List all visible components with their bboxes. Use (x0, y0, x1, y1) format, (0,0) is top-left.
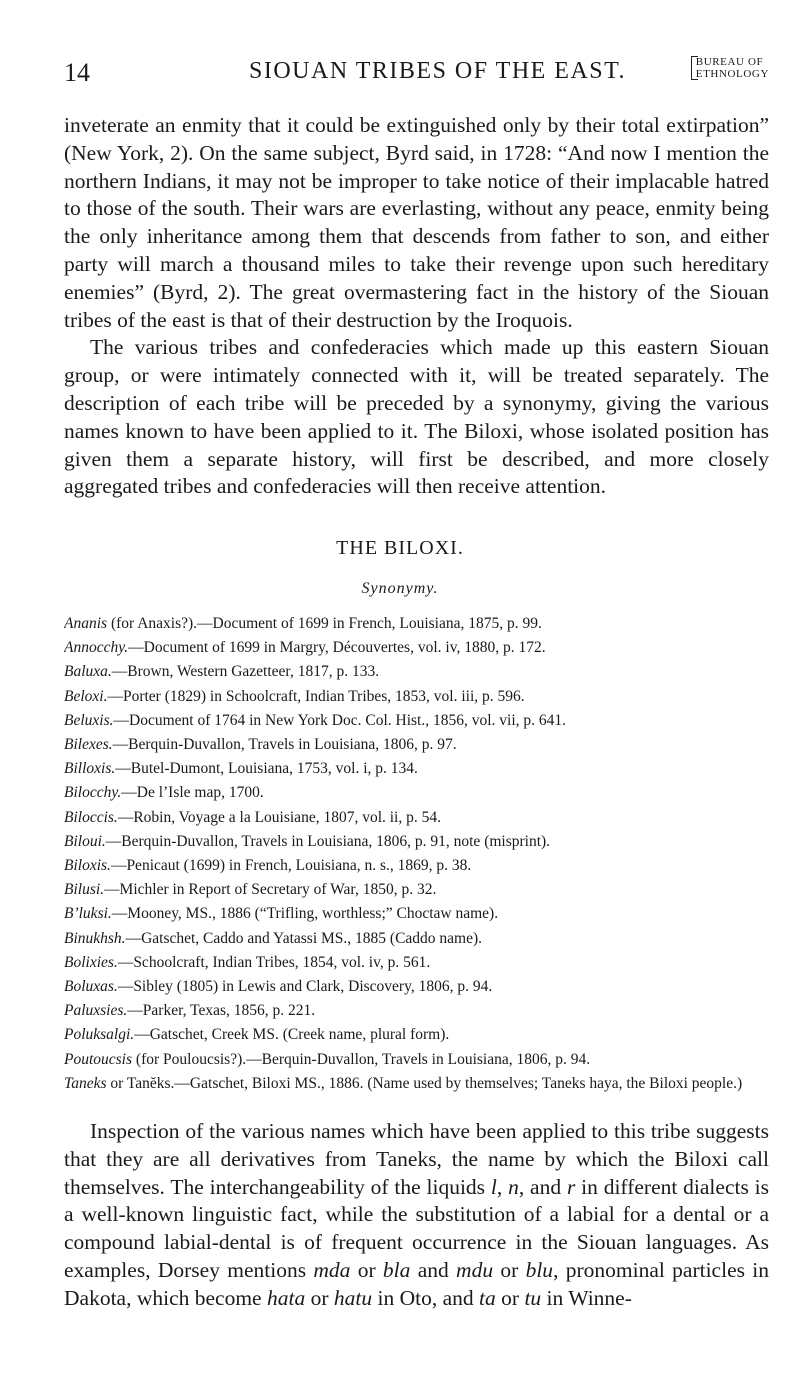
italic-term: ta (479, 1285, 496, 1310)
synonymy-term: Bolixies. (64, 953, 118, 971)
italic-term: mdu (456, 1257, 494, 1282)
synonymy-term: Bilocchy. (64, 784, 122, 802)
synonymy-entry (64, 1072, 769, 1096)
synonymy-term: Beloxi. (64, 687, 108, 705)
italic-term: n (508, 1174, 519, 1199)
synonymy-term: Poluksalgi. (64, 1026, 135, 1044)
synonymy-term: Bilusi. (64, 881, 105, 899)
text-span: , (496, 1174, 509, 1199)
synonymy-citation: —Berquin-Duvallon, Travels in Louisiana, 1806, p. 97. (112, 736, 457, 754)
synonymy-citation: or Tanĕks.—Gatschet, Biloxi MS., 1886. (Name used by themselves; Taneks haya, the Biloxi people.) (106, 1074, 743, 1092)
synonymy-entry (64, 806, 769, 830)
italic-term: hata (266, 1285, 306, 1310)
synonymy-entry (64, 636, 769, 660)
synonymy-citation: —Document of 1764 in New York Doc. Col. Hist., 1856, vol. vii, p. 641. (113, 711, 567, 729)
synonymy-entry (64, 1023, 769, 1047)
italic-term: r (566, 1174, 576, 1199)
paragraph-3 (64, 1118, 769, 1313)
text-span: in different dialects is a well-known linguistic fact, while the substitution of a labial for a dental or a compound labial-dental is of frequent occurrence in the Siouan languages. As examples, Dorsey mentions (64, 1174, 770, 1282)
synonymy-citation: —Gatschet, Creek MS. (Creek name, plural form). (134, 1026, 450, 1044)
synonymy-citation: —Penicaut (1699) in French, Louisiana, n. s., 1869, p. 38. (110, 857, 472, 875)
synonymy-entry (64, 757, 769, 781)
synonymy-term: Beluxis. (64, 711, 114, 729)
synonymy-citation: —Document of 1699 in Margry, Découvertes, vol. iv, 1880, p. 172. (128, 639, 546, 657)
synonymy-term: Biloxis. (64, 857, 111, 875)
text-span: and (410, 1257, 457, 1282)
section-title: THE BILOXI. (336, 537, 464, 559)
synonymy-citation: —Brown, Western Gazetteer, 1817, p. 133. (111, 663, 380, 681)
synonymy-citation: —Porter (1829) in Schoolcraft, Indian Tribes, 1853, vol. iii, p. 596. (107, 687, 525, 705)
text-span: , and (518, 1174, 567, 1199)
synonymy-citation: —Sibley (1805) in Lewis and Clark, Discovery, 1806, p. 94. (117, 978, 493, 996)
synonymy-entry (64, 1048, 769, 1072)
bureau-line-2: ETHNOLOGY (695, 68, 769, 80)
synonymy-citation: (for Pouloucsis?).—Berquin-Duvallon, Travels in Louisiana, 1806, p. 94. (132, 1050, 591, 1068)
synonymy-citation: (for Anaxis?).—Document of 1699 in French, Louisiana, 1875, p. 99. (107, 615, 542, 632)
synonymy-entry (64, 902, 769, 926)
synonymy-citation: —Mooney, MS., 1886 (“Trifling, worthless;” Choctaw name). (111, 905, 499, 923)
synonymy-entry (64, 660, 769, 684)
synonymy-term: Billoxis. (64, 760, 116, 778)
text-span: or (305, 1285, 334, 1310)
synonymy-term: Binukhsh. (64, 929, 126, 947)
synonymy-citation: —Berquin-Duvallon, Travels in Louisiana, 1806, p. 91, note (misprint). (105, 832, 551, 850)
synonymy-citation: —Schoolcraft, Indian Tribes, 1854, vol. iv, p. 561. (117, 953, 431, 971)
synonymy-citation: —Robin, Voyage a la Louisiane, 1807, vol. ii, p. 54. (117, 808, 441, 826)
italic-term: blu (525, 1257, 554, 1282)
text-span: in Winne- (541, 1285, 632, 1310)
text-span: or (495, 1285, 525, 1310)
synonymy-term: Baluxa. (64, 663, 112, 681)
synonymy-term: Annocchy. (64, 639, 129, 657)
synonymy-entry (64, 951, 769, 975)
synonymy-entry (64, 999, 769, 1023)
synonymy-term: Poutoucsis (64, 1050, 133, 1068)
italic-term: tu (524, 1285, 542, 1310)
synonymy-term: Biloccis. (64, 808, 118, 826)
synonymy-entry (64, 685, 769, 709)
synonymy-term: Biloui. (64, 832, 106, 850)
text-span: or (350, 1257, 383, 1282)
synonymy-entry (64, 781, 769, 805)
synonymy-citation: —Gatschet, Caddo and Yatassi MS., 1885 (Caddo name). (125, 929, 483, 947)
paragraph-1: inveterate an enmity that it could be extinguished only by their total extirpation” (New York, 2). On the same subject, Byrd said, in 1728: “And now I mention the northern Indians, it may not be improper to take notice of their implacable hatred to those of the south. Their wars are everlasting, without any peace, enmity being the only inheritance among them that descends from father to son, and either party will march a thousand miles to take their revenge upon such hereditary enemies” (Byrd, 2). The great overmastering fact in the history of the Siouan tribes of the east is that of their destruction by the Iroquois. (64, 113, 769, 332)
running-title: SIOUAN TRIBES OF THE EAST. (249, 58, 627, 84)
page-header (64, 52, 769, 92)
synonymy-term: Boluxas. (64, 978, 118, 996)
bureau-bracket (691, 56, 769, 80)
synonymy-term: Ananis (64, 615, 108, 632)
synonymy-entry (64, 854, 769, 878)
italic-term: hatu (333, 1285, 373, 1310)
synonymy-entry (64, 878, 769, 902)
synonymy-citation: —Michler in Report of Secretary of War, 1850, p. 32. (104, 881, 437, 899)
intro-text (64, 112, 769, 501)
synonymy-entry (64, 830, 769, 854)
text-span: , pronominal particles in Dakota, which become (64, 1257, 769, 1310)
discussion-text (64, 1118, 769, 1313)
italic-term: mda (313, 1257, 351, 1282)
text-span: Inspection of the various names which have been applied to this tribe suggests that they are all derivatives from Taneks, the name by which the Biloxi call themselves. The interchangeability of the liquids (64, 1119, 769, 1199)
synonymy-heading: Synonymy. (361, 580, 439, 597)
bureau-line-1: BUREAU OF (695, 56, 764, 68)
paragraph-2: The various tribes and confederacies which made up this eastern Siouan group, or were intimately connected with it, will be treated separately. The description of each tribe will be preceded by a synonymy, giving the various names known to have been applied to it. The Biloxi, whose isolated position has given them a separate history, will first be described, and more closely aggregated tribes and confederacies will then receive attention. (64, 335, 769, 499)
text-span: in Oto, and (372, 1285, 480, 1310)
synonymy-entry (64, 975, 769, 999)
synonymy-term: Bilexes. (64, 736, 113, 754)
synonymy-entry (64, 612, 769, 636)
page-number: 14 (64, 58, 90, 87)
italic-term: bla (382, 1257, 411, 1282)
synonymy-citation: —Butel-Dumont, Louisiana, 1753, vol. i, p. 134. (115, 760, 418, 778)
italic-term: l (490, 1174, 497, 1199)
synonymy-list (64, 612, 769, 1096)
synonymy-term: B’luksi. (64, 905, 112, 923)
synonymy-entry (64, 733, 769, 757)
synonymy-entry (64, 927, 769, 951)
synonymy-term: Paluxsies. (64, 1002, 128, 1020)
text-span: or (493, 1257, 526, 1282)
synonymy-citation: —De l’Isle map, 1700. (121, 784, 264, 802)
synonymy-term: Taneks (64, 1074, 107, 1092)
synonymy-citation: —Parker, Texas, 1856, p. 221. (127, 1002, 316, 1020)
synonymy-entry (64, 709, 769, 733)
